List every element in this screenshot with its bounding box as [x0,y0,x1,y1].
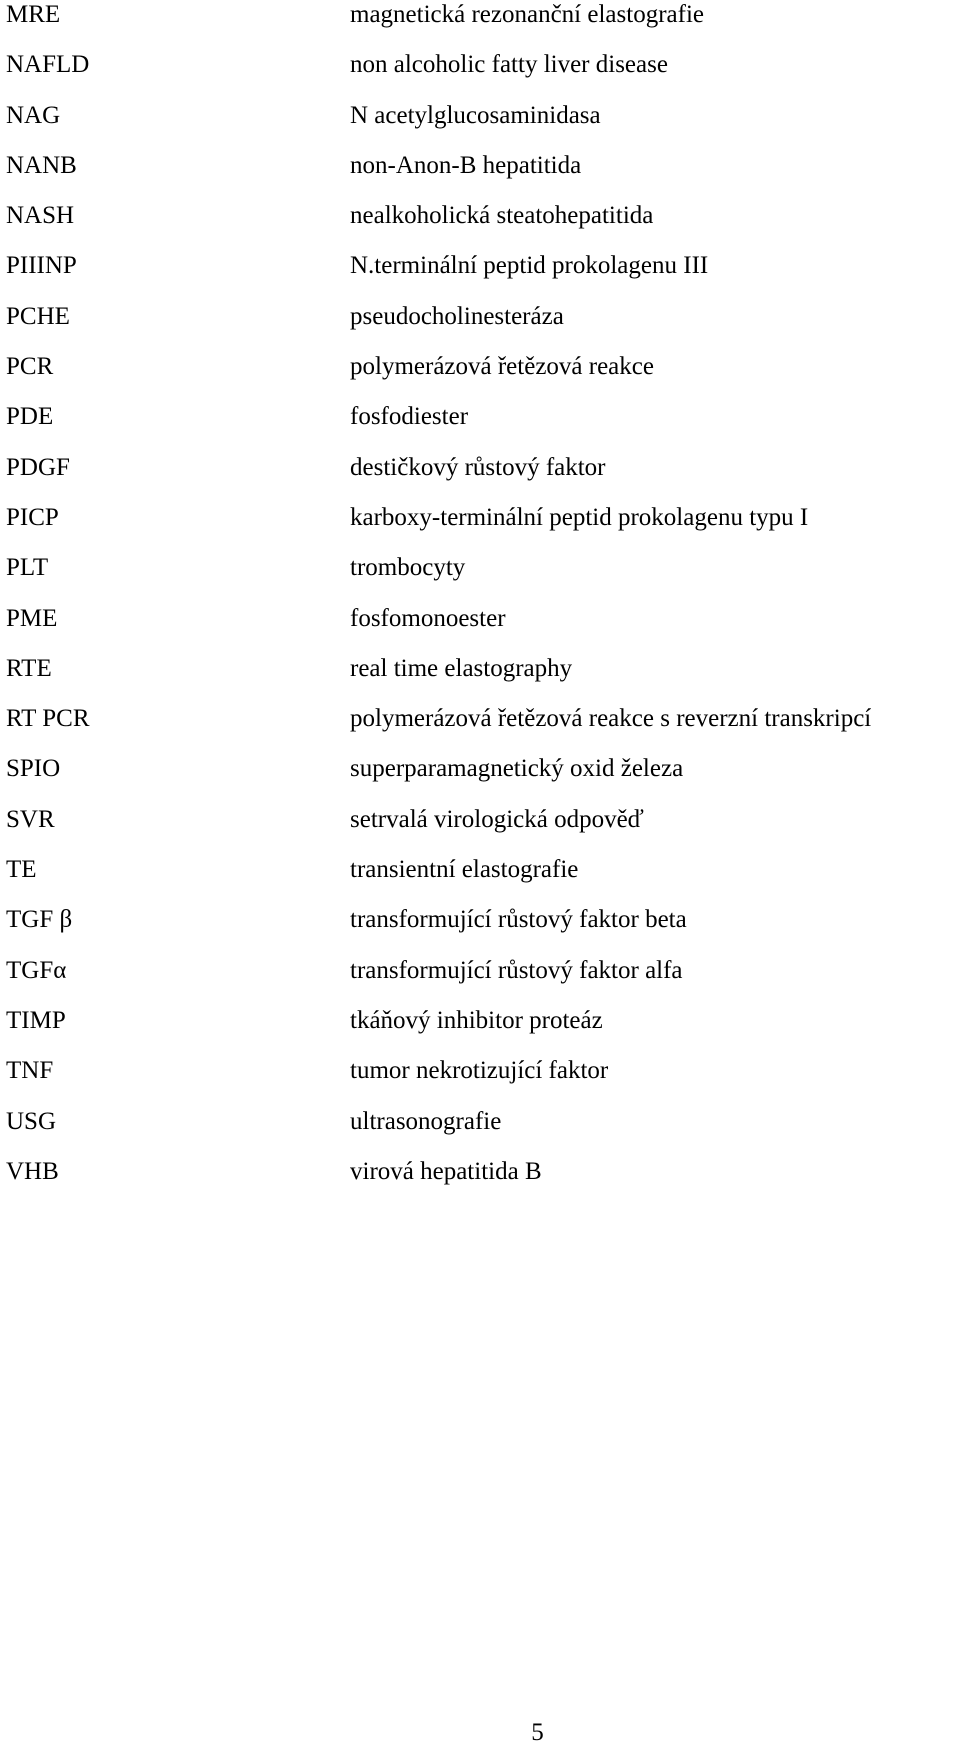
abbreviation-row [0,503,960,553]
abbreviation-row [0,453,960,503]
abbreviation-row [0,905,960,955]
abbreviation-term: TGFα [6,956,67,984]
abbreviation-row [0,251,960,301]
abbreviation-term: TE [6,856,37,884]
abbreviation-definition: fosfodiester [350,403,469,431]
abbreviation-term: PIIINP [6,252,77,280]
abbreviation-term: PICP [6,503,59,531]
abbreviation-definition: polymerázová řetězová reakce [350,353,654,381]
abbreviation-definition: ultrasonografie [350,1107,502,1135]
abbreviation-term: PME [6,604,58,632]
abbreviation-definition: N acetylglucosaminidasa [350,101,601,129]
abbreviation-term: VHB [6,1157,59,1185]
abbreviation-definition: tumor nekrotizující faktor [350,1057,609,1085]
abbreviation-definition: N.terminální peptid prokolagenu III [350,252,709,280]
abbreviation-row [0,0,960,50]
abbreviation-definition: destičkový růstový faktor [350,453,606,481]
abbreviation-row [0,956,960,1006]
abbreviation-row [0,302,960,352]
abbreviation-row [0,50,960,100]
abbreviation-term: RT PCR [6,705,90,733]
abbreviation-term: PCHE [6,302,70,330]
abbreviation-definition: setrvalá virologická odpověď [350,805,644,833]
abbreviation-term: NAFLD [6,51,90,79]
abbreviation-definition: non alcoholic fatty liver disease [350,51,668,79]
abbreviation-term: PDE [6,403,54,431]
abbreviation-definition: transformující růstový faktor alfa [350,956,683,984]
abbreviation-definition: transientní elastografie [350,856,579,884]
abbreviation-row [0,1157,960,1207]
abbreviation-definition: karboxy-terminální peptid prokolagenu typu I [350,503,809,531]
abbreviation-definition: transformující růstový faktor beta [350,906,687,934]
abbreviation-row [0,654,960,704]
abbreviation-definition: superparamagnetický oxid železa [350,755,684,783]
abbreviation-row [0,101,960,151]
abbreviation-term: USG [6,1107,57,1135]
abbreviation-definition: magnetická rezonanční elastografie [350,1,704,28]
abbreviation-row [0,352,960,402]
abbreviation-row [0,1006,960,1056]
page-number: 5 [531,1719,544,1746]
abbreviation-definition: trombocyty [350,554,466,582]
abbreviation-term: SPIO [6,755,61,783]
abbreviation-term: PDGF [6,453,70,481]
abbreviation-term: TNF [6,1057,54,1085]
abbreviation-term: PLT [6,554,49,582]
abbreviation-row [0,553,960,603]
abbreviation-row [0,201,960,251]
abbreviation-definition: nealkoholická steatohepatitida [350,202,654,230]
abbreviation-row [0,855,960,905]
abbreviation-term: TGF β [6,906,73,934]
abbreviation-definition: non-Anon-B hepatitida [350,151,582,179]
abbreviation-term: RTE [6,654,52,682]
abbreviation-row [0,805,960,855]
abbreviation-definition: virová hepatitida B [350,1157,542,1185]
abbreviation-term: MRE [6,1,61,28]
abbreviation-definition: real time elastography [350,654,573,682]
abbreviation-definition: polymerázová řetězová reakce s reverzní transkripcí [350,705,872,733]
abbreviation-row [0,151,960,201]
abbreviation-term: PCR [6,353,54,381]
abbreviation-term: TIMP [6,1006,66,1034]
abbreviation-term: SVR [6,805,55,833]
abbreviation-row [0,402,960,452]
abbreviation-row [0,754,960,804]
abbreviation-row [0,604,960,654]
abbreviation-row [0,1056,960,1106]
abbreviation-row [0,1107,960,1157]
abbreviation-definition: tkáňový inhibitor proteáz [350,1006,603,1034]
abbreviation-term: NAG [6,101,61,129]
abbreviation-term: NASH [6,202,75,230]
abbreviation-definition: fosfomonoester [350,604,506,632]
abbreviation-definition: pseudocholinesteráza [350,302,564,330]
abbreviation-term: NANB [6,151,77,179]
abbreviation-row [0,704,960,754]
